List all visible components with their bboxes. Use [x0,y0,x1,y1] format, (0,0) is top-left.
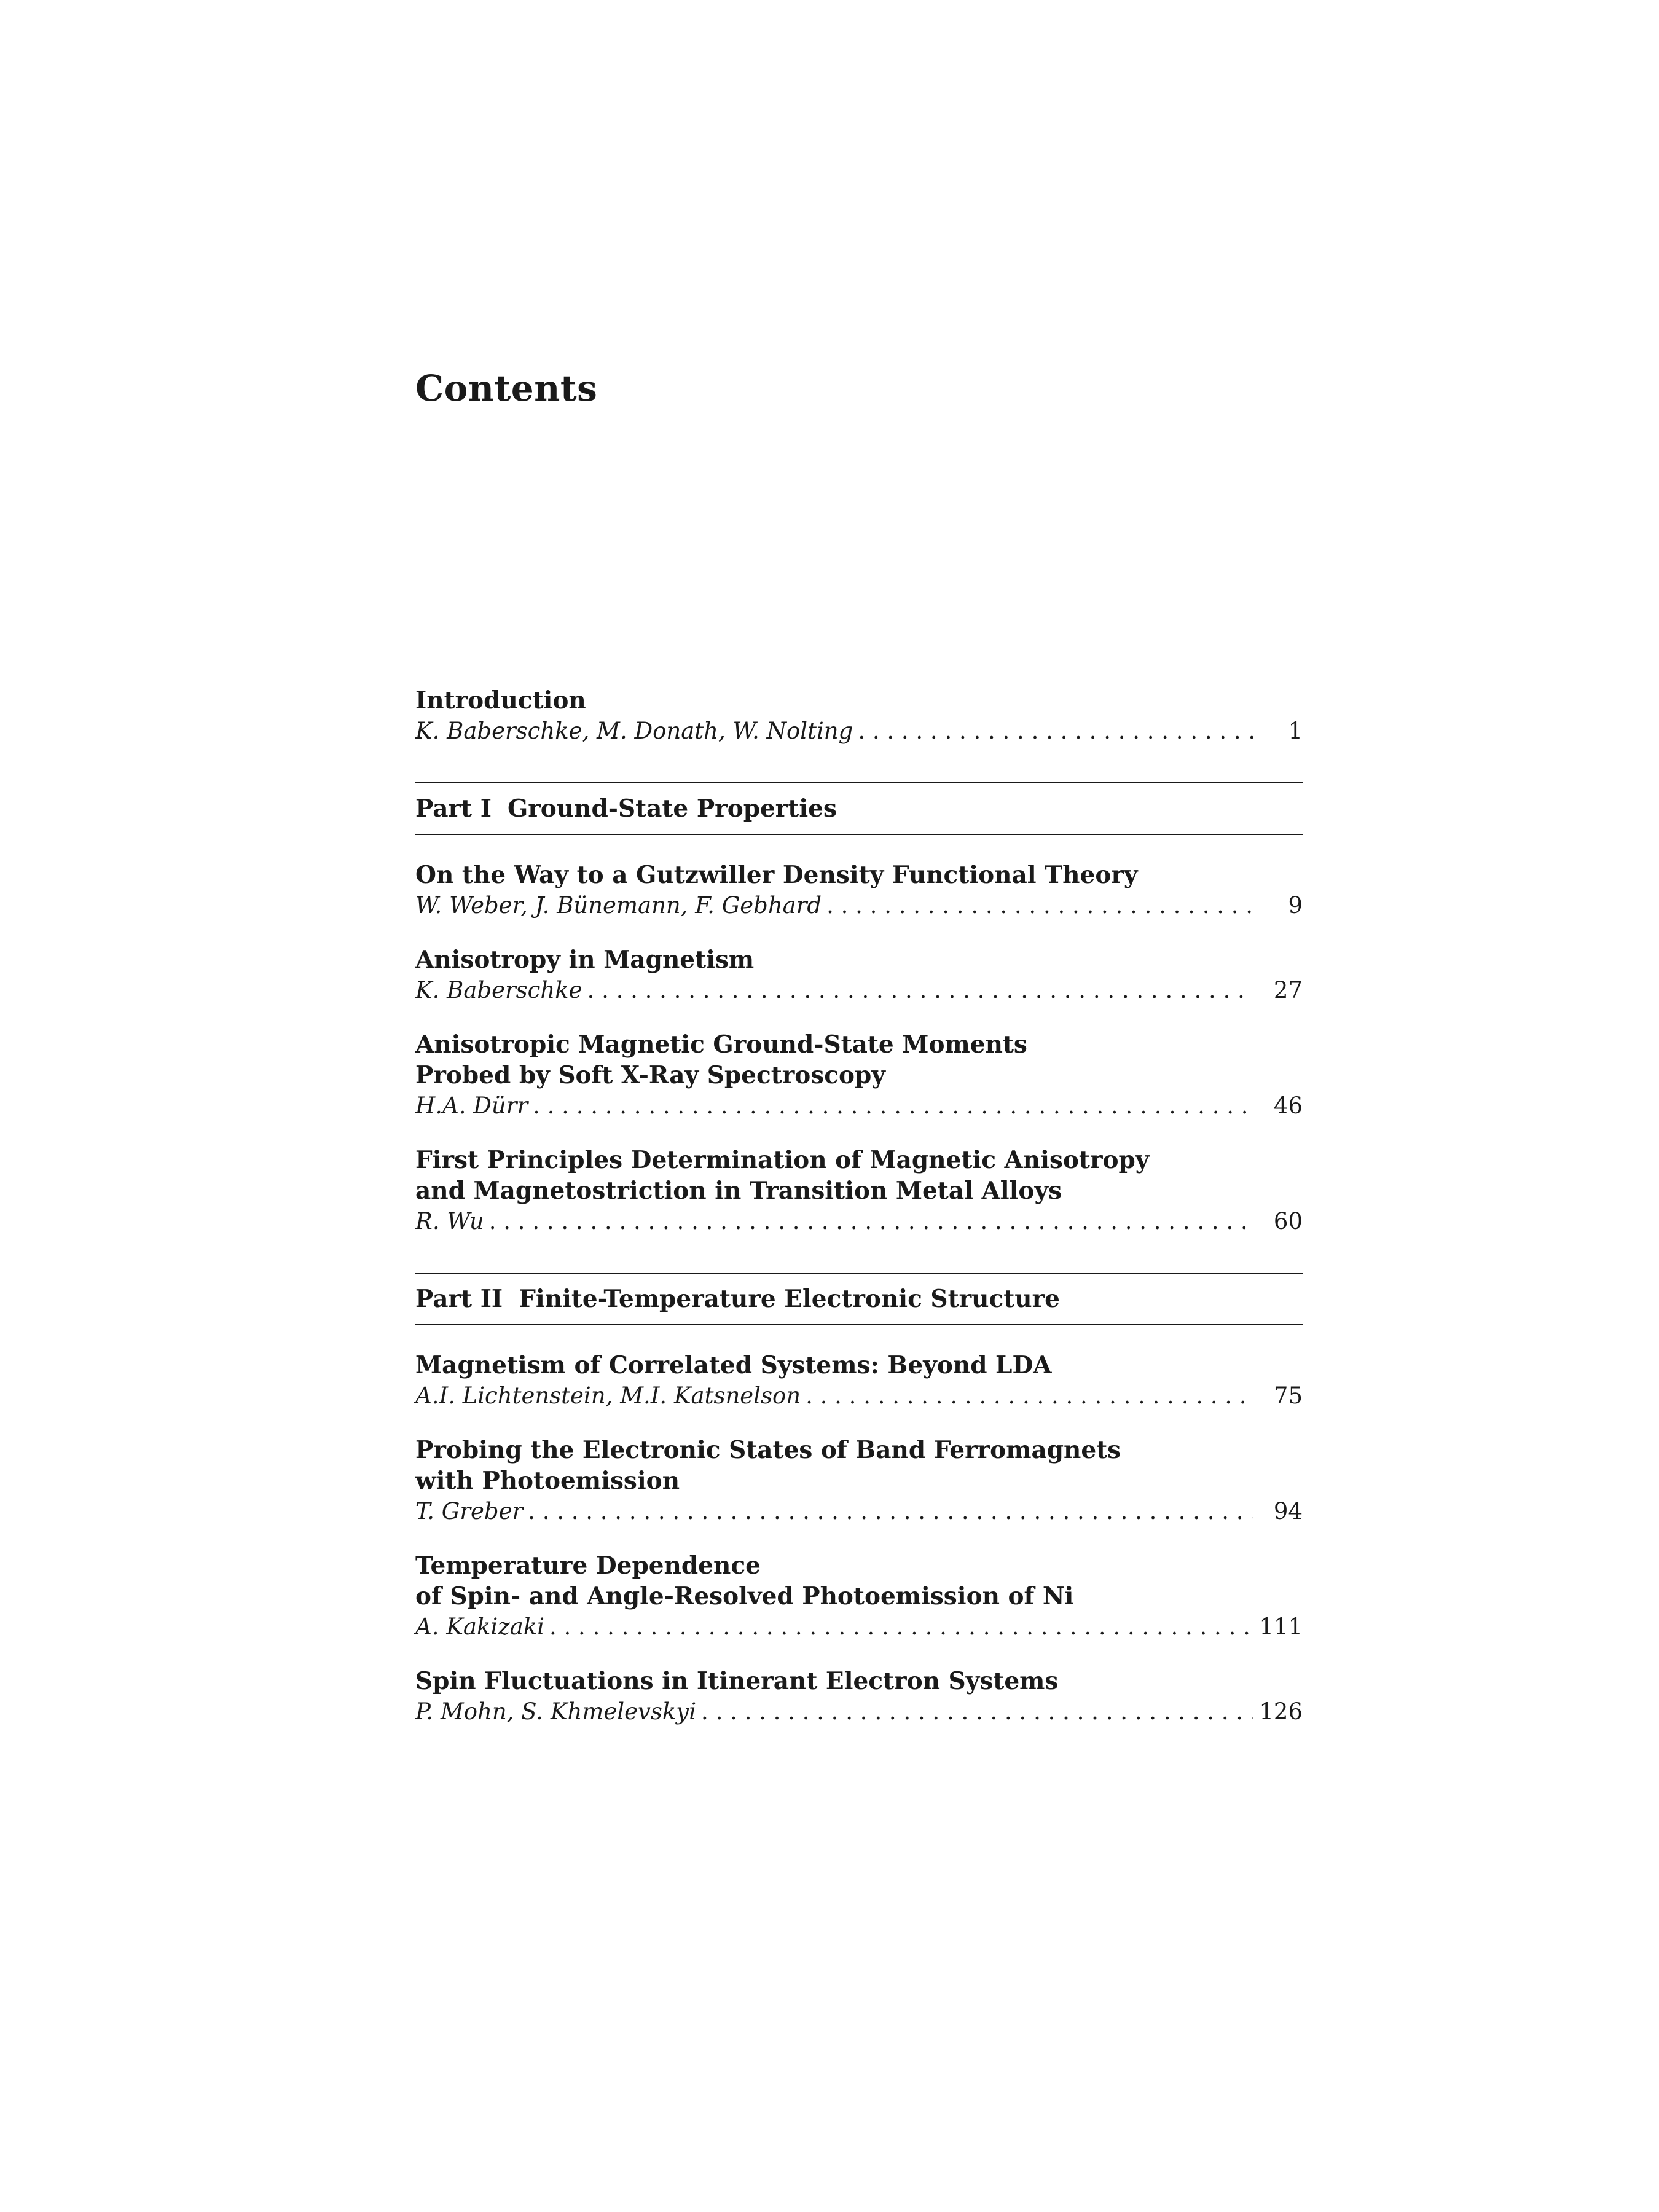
dot-leader [826,890,1253,921]
dot-leader [858,716,1253,747]
entry-authors: R. Wu [415,1208,484,1234]
entry-page-number: 60 [1273,1208,1303,1234]
entry-title: Probing the Electronic States of Band Ferromagnets with Photoemission [415,1436,1121,1495]
entry-line [415,1381,1303,1411]
part-label: Part I [415,794,492,823]
entry-authors: K. Baberschke [415,977,582,1003]
toc-entry[interactable] [415,1029,1303,1121]
entry-title: Magnetism of Correlated Systems: Beyond LDA [415,1351,1052,1379]
entry-authors: H.A. Dürr [415,1092,528,1119]
dot-leader [489,1206,1253,1237]
entry-page-number: 126 [1259,1698,1303,1725]
entry-title: First Principles Determination of Magnetic Anisotropy and Magnetostriction in Transition Metal Alloys [415,1146,1150,1205]
part-name: Ground-State Properties [507,794,837,823]
entry-authors: A.I. Lichtenstein, M.I. Katsnelson [415,1382,801,1409]
part-label: Part II [415,1285,503,1313]
part-header-2 [415,1273,1303,1325]
entry-page-number: 75 [1273,1382,1303,1409]
entry-authors: T. Greber [415,1498,524,1524]
entry-line [415,1496,1303,1527]
dot-leader [533,1091,1253,1121]
toc-entry[interactable] [415,1350,1303,1411]
dot-leader [587,975,1253,1006]
entry-authors: P. Mohn, S. Khmelevskyi [415,1698,697,1725]
toc-entry[interactable] [415,1145,1303,1237]
entry-authors: K. Baberschke, M. Donath, W. Nolting [415,718,853,744]
entry-authors: A. Kakizaki [415,1614,545,1640]
toc-entry[interactable] [415,944,1303,1006]
entry-title: On the Way to a Gutzwiller Density Functional Theory [415,861,1138,889]
entry-line [415,1612,1303,1642]
entry-line [415,1696,1303,1727]
entry-title: Temperature Dependence of Spin- and Angle-Resolved Photoemission of Ni [415,1551,1074,1610]
page-title: Contents [415,367,598,409]
entry-line [415,716,1303,747]
dot-leader [806,1381,1253,1411]
entry-page-number: 46 [1273,1092,1303,1119]
entry-line [415,1091,1303,1121]
dot-leader [549,1612,1253,1642]
entry-page-number: 1 [1288,718,1303,744]
dot-leader [701,1696,1253,1727]
part-name: Finite-Temperature Electronic Structure [519,1285,1060,1313]
entry-authors: W. Weber, J. Bünemann, F. Gebhard [415,892,822,919]
table-of-contents [415,685,1303,1727]
dot-leader [528,1496,1253,1527]
toc-entry[interactable] [415,1435,1303,1527]
toc-entry[interactable] [415,1550,1303,1642]
entry-page-number: 27 [1273,977,1303,1003]
entry-page-number: 111 [1259,1614,1303,1640]
entry-page-number: 94 [1273,1498,1303,1524]
entry-line [415,1206,1303,1237]
part-header-1 [415,782,1303,835]
entry-line [415,975,1303,1006]
entry-title: Anisotropy in Magnetism [415,946,755,974]
toc-entry[interactable] [415,860,1303,921]
entry-title: Anisotropic Magnetic Ground-State Moments Probed by Soft X-Ray Spectroscopy [415,1030,1027,1089]
entry-title: Spin Fluctuations in Itinerant Electron Systems [415,1667,1059,1695]
entry-line [415,890,1303,921]
toc-entry[interactable] [415,1666,1303,1727]
toc-entry-introduction[interactable] [415,685,1303,747]
entry-page-number: 9 [1288,892,1303,919]
entry-title: Introduction [415,686,586,715]
